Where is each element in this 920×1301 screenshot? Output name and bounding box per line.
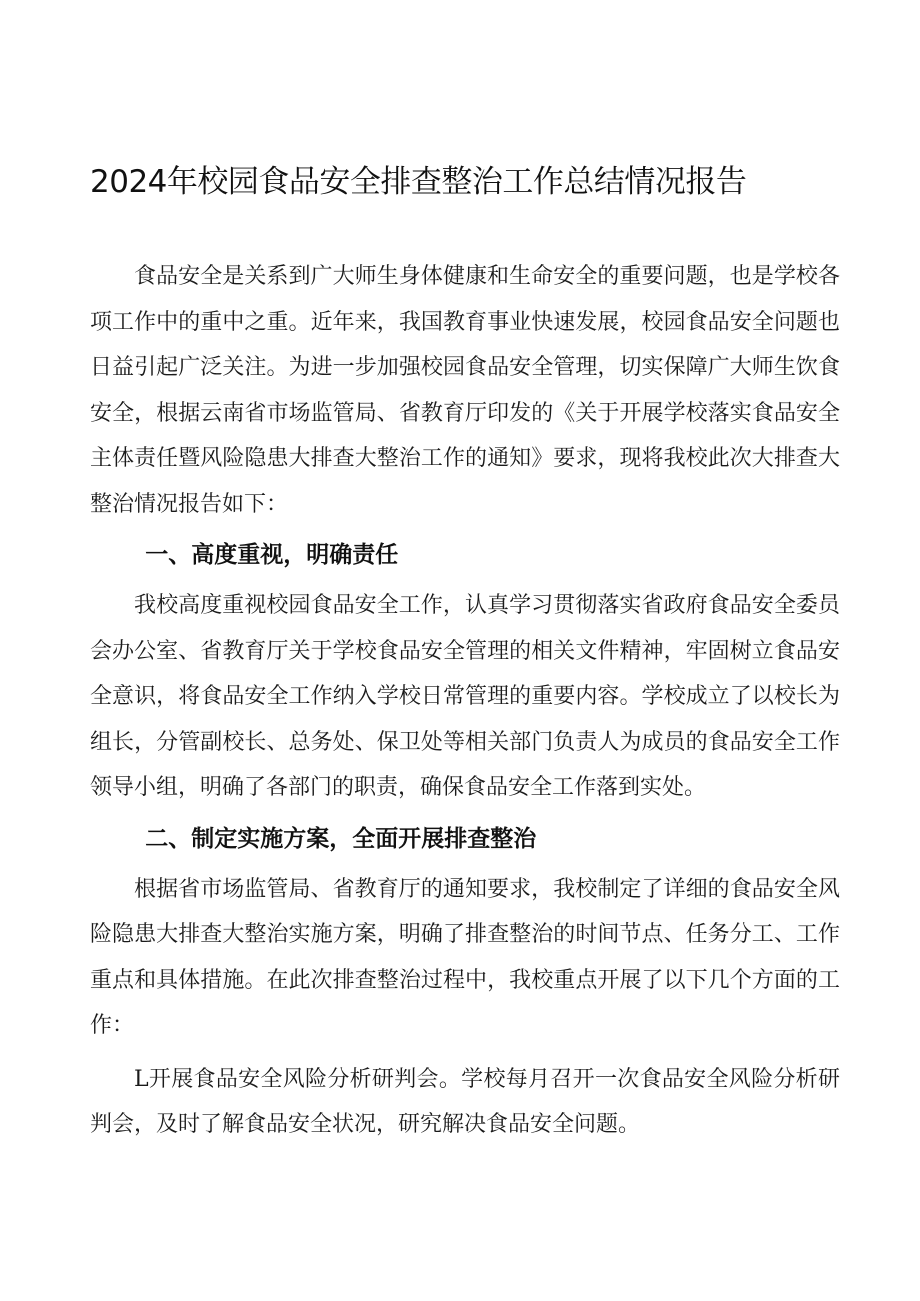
section-heading-2: 二、制定实施方案，全面开展排查整治 bbox=[145, 825, 537, 852]
intro-paragraph: 食品安全是关系到广大师生身体健康和生命安全的重要问题，也是学校各项工作中的重中之重。近年来，我国教育事业快速发展，校园食品安全问题也日益引起广泛关注。为进一步加强校园食品安全管理，切实保障广大师生饮食安全，根据云南省市场监管局、省教育厅印发的《关于开展学校落实食品安全主体责任暨风险隐患大排查大整治工作的通知》要求，现将我校此次大排查大整治情况报告如下： bbox=[90, 264, 840, 517]
section-2-item-1: L开展食品安全风险分析研判会。学校每月召开一次食品安全风险分析研判会，及时了解食品安全状况，研究解决食品安全问题。 bbox=[90, 1066, 840, 1137]
section-1-paragraph: 我校高度重视校园食品安全工作，认真学习贯彻落实省政府食品安全委员会办公室、省教育厅关于学校食品安全管理的相关文件精神，牢固树立食品安全意识，将食品安全工作纳入学校日常管理的重要内容。学校成立了以校长为组长，分管副校长、总务处、保卫处等相关部门负责人为成员的食品安全工作领导小组，明确了各部门的职责，确保食品安全工作落到实处。 bbox=[90, 593, 840, 800]
section-heading-1: 一、高度重视，明确责任 bbox=[145, 542, 399, 568]
section-2-paragraph: 根据省市场监管局、省教育厅的通知要求，我校制定了详细的食品安全风险隐患大排查大整治实施方案，明确了排查整治的时间节点、任务分工、工作重点和具体措施。在此次排查整治过程中，我校重点开展了以下几个方面的工作： bbox=[90, 876, 840, 1038]
document-body bbox=[90, 254, 840, 1148]
document-title: 2024年校园食品安全排查整治工作总结情况报告 bbox=[90, 164, 747, 200]
